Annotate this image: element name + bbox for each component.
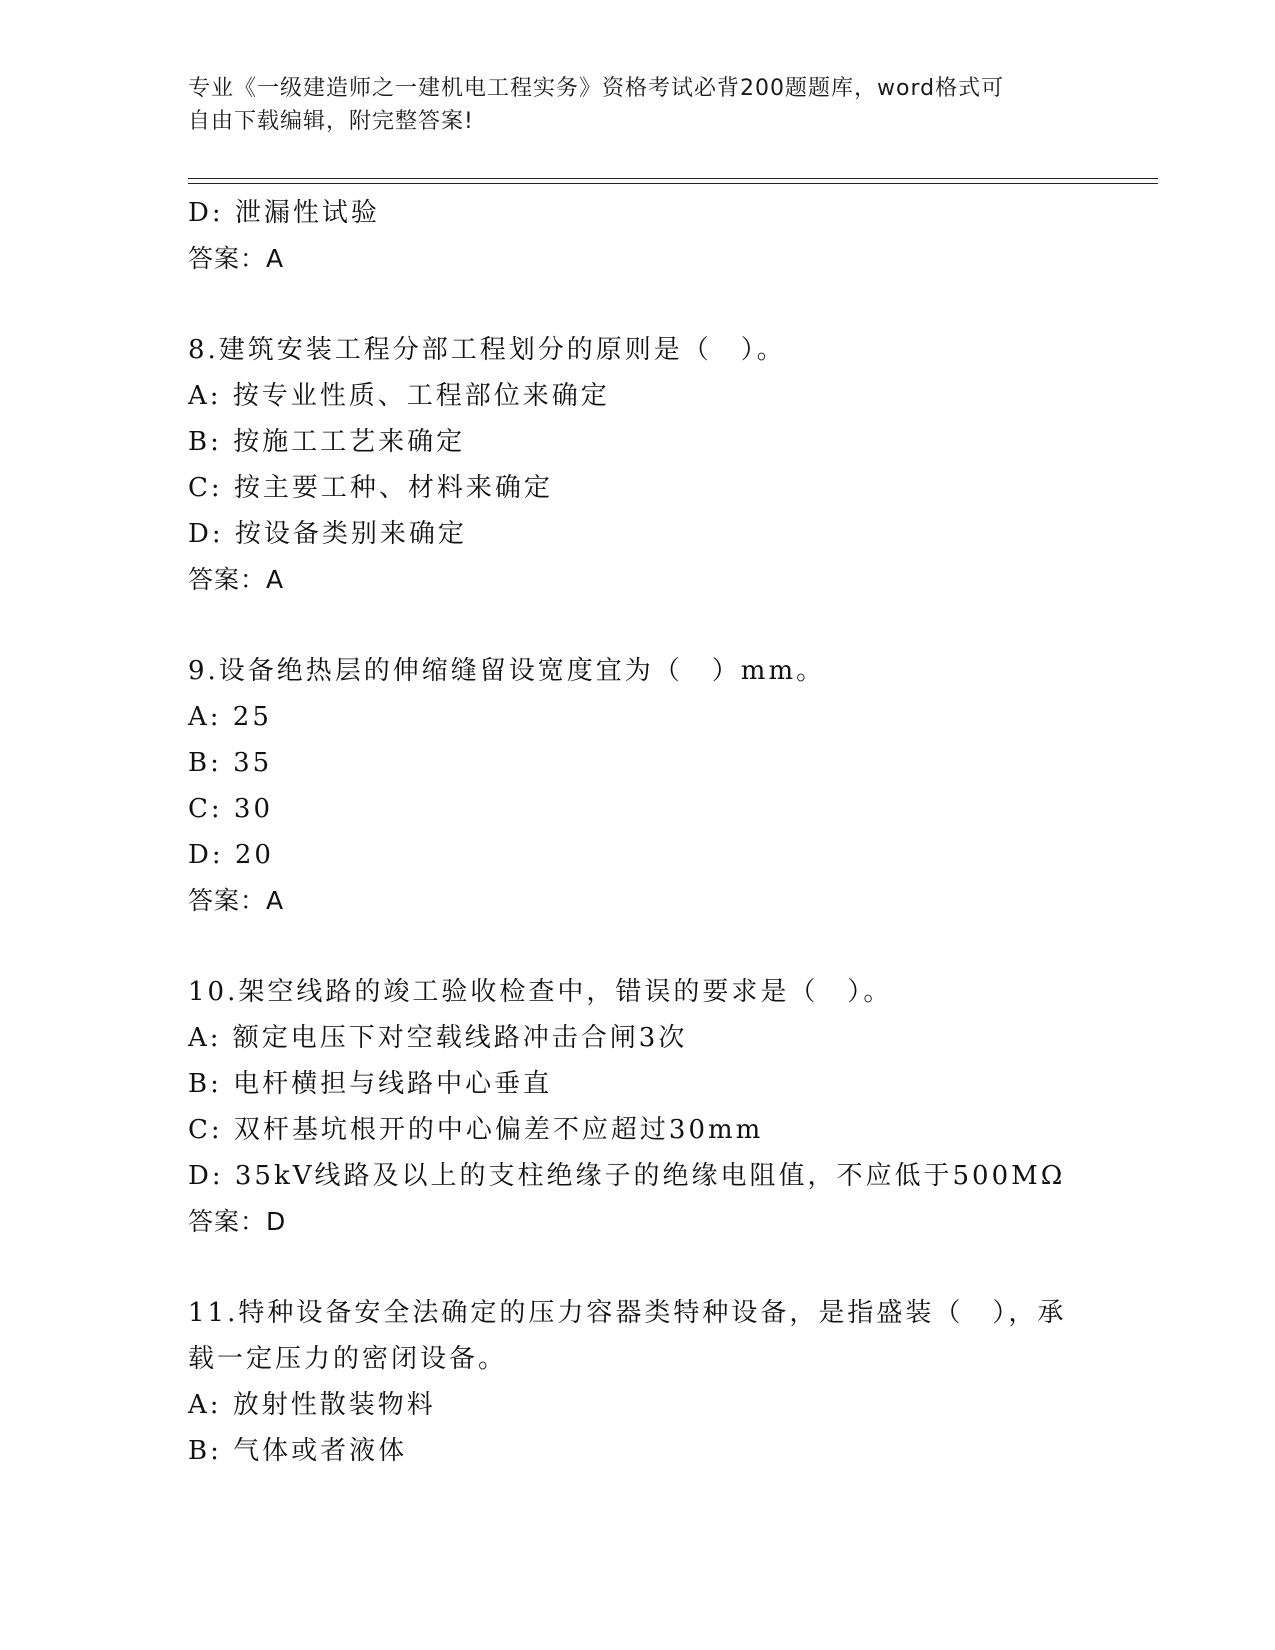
question-10: [188, 969, 1148, 1245]
document-header: [188, 72, 1088, 138]
question-stem: 8.建筑安装工程分部工程划分的原则是（ ）。: [188, 335, 786, 365]
spacer: [188, 1245, 1148, 1290]
option-d: D: 按设备类别来确定: [188, 519, 467, 549]
option-a: A: 额定电压下对空载线路冲击合闸3次: [188, 1023, 688, 1053]
spacer: [188, 282, 1148, 327]
option-d: D: 35kV线路及以上的支柱绝缘子的绝缘电阻值，不应低于500MΩ: [188, 1161, 1066, 1191]
option-b: B: 电杆横担与线路中心垂直: [188, 1069, 553, 1099]
q7-answer: 答案：A: [188, 244, 285, 273]
option-a: A: 25: [188, 702, 272, 732]
spacer: [188, 924, 1148, 969]
question-stem-line-2: 载一定压力的密闭设备。: [188, 1344, 508, 1374]
question-stem-line-1: 11.特种设备安全法确定的压力容器类特种设备，是指盛装（ ），承: [188, 1298, 1067, 1328]
answer: 答案：A: [188, 565, 285, 594]
question-11: [188, 1290, 1148, 1474]
spacer: [188, 603, 1148, 648]
option-b: B: 按施工工艺来确定: [188, 427, 466, 457]
header-line-2: 自由下载编辑，附完整答案!: [188, 109, 474, 134]
option-d: D: 20: [188, 840, 274, 870]
header-line-1: 专业《一级建造师之一建机电工程实务》资格考试必背200题题库，word格式可: [188, 76, 1005, 101]
question-list: [188, 190, 1148, 1474]
option-c: C: 按主要工种、材料来确定: [188, 473, 553, 503]
question-stem: 9.设备绝热层的伸缩缝留设宽度宜为（ ）mm。: [188, 656, 826, 686]
header-divider-bottom: [188, 183, 1158, 184]
option-a: A: 按专业性质、工程部位来确定: [188, 381, 610, 411]
question-8: [188, 327, 1148, 603]
header-divider-top: [188, 178, 1158, 179]
option-c: C: 双杆基坑根开的中心偏差不应超过30mm: [188, 1115, 764, 1145]
option-c: C: 30: [188, 794, 274, 824]
answer: 答案：D: [188, 1207, 287, 1236]
option-b: B: 气体或者液体: [188, 1436, 408, 1466]
question-9: [188, 648, 1148, 924]
option-a: A: 放射性散装物料: [188, 1390, 436, 1420]
answer: 答案：A: [188, 886, 285, 915]
option-b: B: 35: [188, 748, 273, 778]
question-stem: 10.架空线路的竣工验收检查中，错误的要求是（ ）。: [188, 977, 893, 1007]
q7-option-d: D: 泄漏性试验: [188, 198, 380, 228]
